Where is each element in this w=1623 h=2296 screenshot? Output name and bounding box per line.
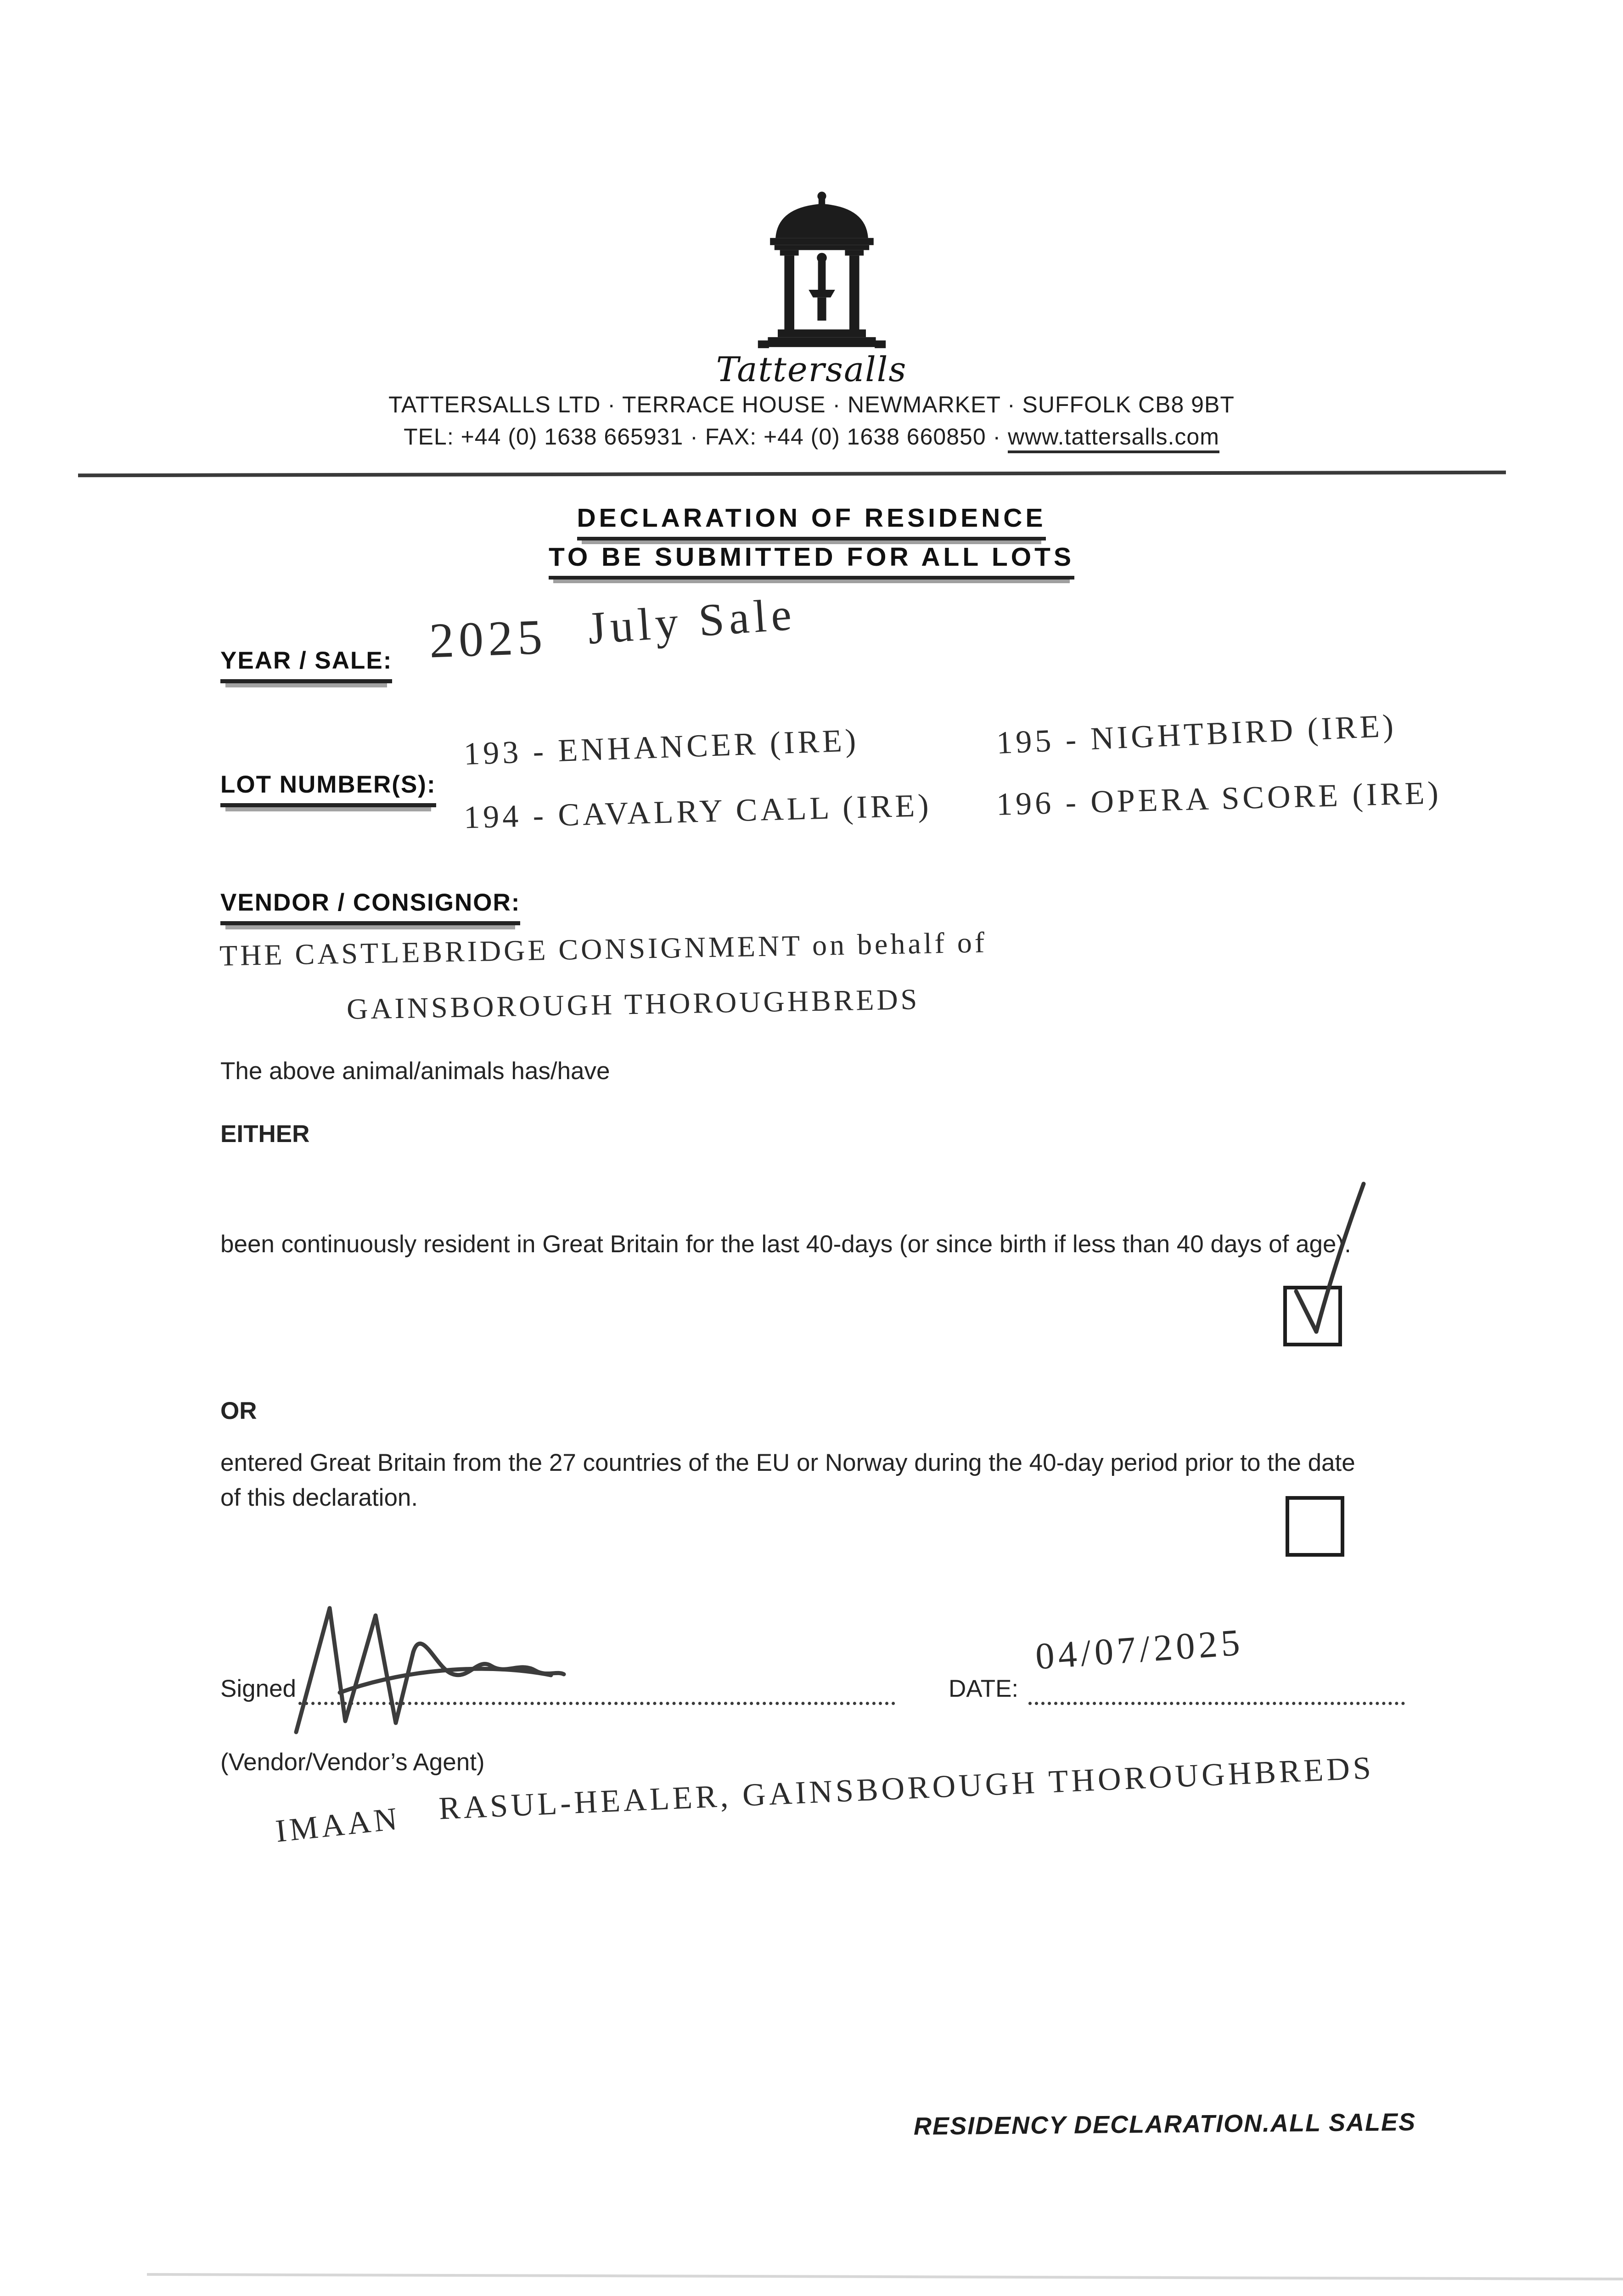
- date-value: 04/07/2025: [1034, 1621, 1245, 1677]
- signature-scribble: [275, 1598, 643, 1736]
- document-title-line2: TO BE SUBMITTED FOR ALL LOTS: [549, 542, 1074, 580]
- header-divider-rule: [78, 471, 1506, 478]
- year-sale-value-sale: July Sale: [586, 588, 798, 654]
- date-label: DATE:: [949, 1675, 1019, 1702]
- agent-name-rest: RASUL-HEALER, GAINSBOROUGH THOROUGHBREDS: [438, 1750, 1375, 1827]
- intro-text: The above animal/animals has/have: [220, 1058, 610, 1085]
- document-title-line1-wrap: [0, 503, 1623, 540]
- header-address-line: TATTERSALLS LTD · TERRACE HOUSE · NEWMARKET · SUFFOLK CB8 9BT: [388, 392, 1235, 417]
- document-title-line2-wrap: [0, 542, 1623, 580]
- website-link[interactable]: www.tattersalls.com: [1008, 424, 1219, 453]
- scan-bottom-edge: [147, 2273, 1623, 2280]
- document-title-line1: DECLARATION OF RESIDENCE: [577, 503, 1046, 540]
- lot-entry: 194 - CAVALRY CALL (IRE): [463, 788, 932, 836]
- agent-name-first: IMAAN: [274, 1801, 402, 1850]
- vendor-consignor-value-line2: GAINSBOROUGH THOROUGHBREDS: [346, 983, 920, 1025]
- date-dotted-line: [1028, 1702, 1405, 1705]
- vendor-consignor-value-line1: THE CASTLEBRIDGE CONSIGNMENT on behalf of: [219, 926, 988, 972]
- header-tel-fax: TEL: +44 (0) 1638 665931 · FAX: +44 (0) 1638 660850 ·: [404, 424, 1008, 450]
- footer-note: RESIDENCY DECLARATION.ALL SALES: [913, 2108, 1416, 2140]
- lot-entry: 193 - ENHANCER (IRE): [463, 722, 860, 772]
- vendor-consignor-label: VENDOR / CONSIGNOR:: [220, 889, 520, 925]
- either-label: EITHER: [220, 1120, 310, 1148]
- option1-checkbox[interactable]: [1283, 1286, 1342, 1346]
- monument-icon: [753, 191, 891, 356]
- header-contact-line: [0, 423, 1623, 450]
- year-sale-label: YEAR / SALE:: [220, 647, 392, 683]
- signed-label: Signed: [220, 1675, 297, 1702]
- lot-numbers-label: LOT NUMBER(S):: [220, 771, 436, 807]
- lot-entry: 196 - OPERA SCORE (IRE): [996, 775, 1442, 822]
- option1-text: been continuously resident in Great Britain for the last 40-days (or since birth if less than 40 days of age).: [220, 1231, 1351, 1258]
- vendor-agent-caption: (Vendor/Vendor’s Agent): [220, 1749, 485, 1776]
- tattersalls-logo: [753, 191, 891, 356]
- option2-text: entered Great Britain from the 27 countries of the EU or Norway during the 40-day period prior to the date of this declaration.: [220, 1449, 1355, 1511]
- or-label: OR: [220, 1397, 257, 1424]
- year-sale-value-year: 2025: [428, 609, 548, 669]
- tattersalls-wordmark: Tattersalls: [716, 350, 907, 389]
- option2-checkbox[interactable]: [1286, 1496, 1344, 1557]
- lot-entry: 195 - NIGHTBIRD (IRE): [995, 708, 1398, 761]
